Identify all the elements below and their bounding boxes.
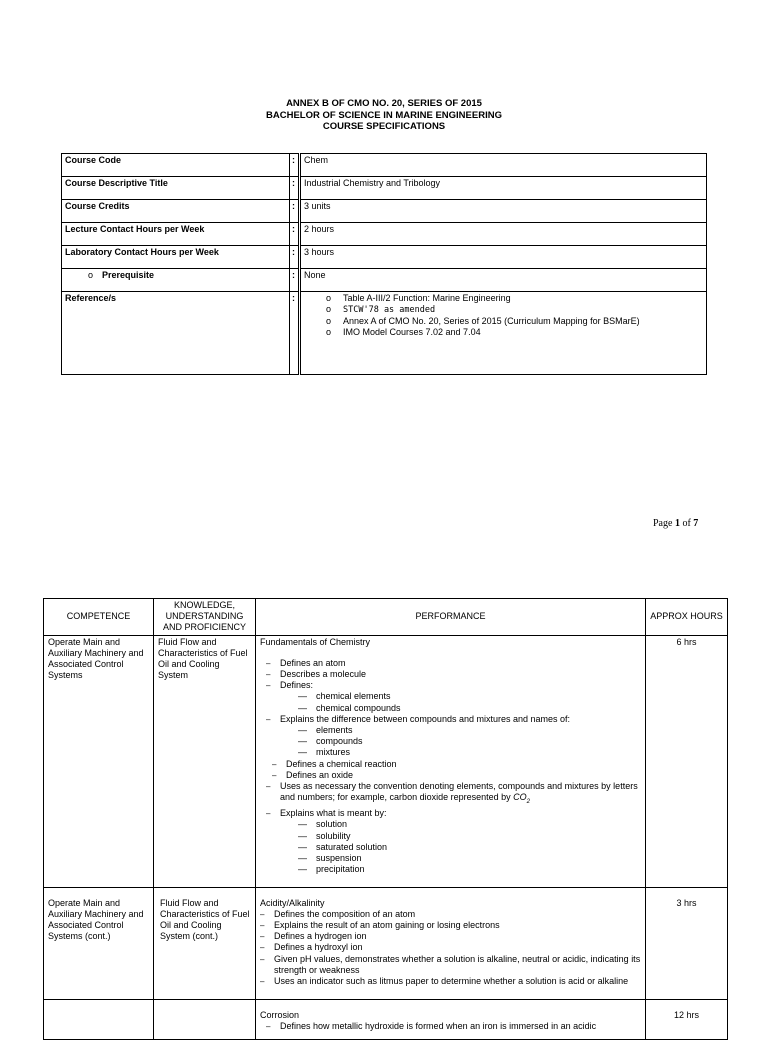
list-item: – Defines a hydroxyl ion	[260, 942, 641, 953]
table-header-row	[44, 599, 728, 636]
sub-list-item: — compounds	[298, 736, 641, 747]
list-item: – Defines how metallic hydroxide is formed when an iron is immersed in an acidic	[266, 1021, 641, 1032]
bullet-icon: o	[326, 293, 332, 303]
list-item: – Given pH values, demonstrates whether a solution is alkaline, neutral or acidic, indicating its strength or weakness	[260, 954, 641, 976]
hours-cell: 3 hrs	[646, 887, 728, 999]
spec-colon: :	[290, 177, 300, 200]
competence-table	[43, 598, 728, 1040]
spec-value: Chem	[300, 154, 707, 177]
spec-label-cell	[62, 269, 290, 292]
competence-cell	[44, 999, 154, 1039]
bullet-icon: o	[326, 316, 332, 326]
spec-colon: :	[290, 292, 300, 375]
table-row	[44, 635, 728, 887]
spec-label: Course Credits	[62, 200, 290, 223]
reference-text: Annex A of CMO No. 20, Series of 2015 (Curriculum Mapping for BSMarE)	[343, 316, 640, 326]
sub-list-item: — suspension	[298, 853, 641, 864]
list-item: – Describes a molecule	[266, 669, 641, 680]
document-header	[0, 98, 768, 133]
spec-colon: :	[290, 223, 300, 246]
spec-colon: :	[290, 154, 300, 177]
program-title: BACHELOR OF SCIENCE IN MARINE ENGINEERING	[266, 109, 502, 121]
reference-text: STCW'78 as amended	[343, 305, 436, 315]
list-item	[266, 808, 641, 875]
spec-row	[62, 154, 707, 177]
sub-list-item: — solubility	[298, 831, 641, 842]
spec-value: 3 hours	[300, 246, 707, 269]
competence-cell: Operate Main and Auxiliary Machinery and Associated Control Systems (cont.)	[44, 887, 154, 999]
spec-row	[62, 177, 707, 200]
topic-title: Corrosion	[260, 1009, 300, 1020]
header-competence: COMPETENCE	[44, 599, 154, 636]
bullet-icon: o	[326, 327, 332, 337]
header-hours: APPROX HOURS	[646, 599, 728, 636]
sub-list-item: — saturated solution	[298, 842, 641, 853]
reference-text: IMO Model Courses 7.02 and 7.04	[343, 327, 481, 337]
performance-list	[260, 1021, 641, 1032]
list-item: – Defines the composition of an atom	[260, 909, 641, 920]
performance-cell	[256, 999, 646, 1039]
spec-colon: :	[290, 200, 300, 223]
course-spec-table	[61, 153, 707, 375]
page-prefix: Page	[653, 518, 675, 529]
spec-value: None	[300, 269, 707, 292]
list-item: – Defines an oxide	[266, 770, 641, 781]
list-item	[266, 781, 641, 808]
page-number	[653, 518, 698, 529]
formula-subscript: 2	[526, 799, 530, 806]
list-item: – Explains the result of an atom gaining or losing electrons	[260, 920, 641, 931]
header-performance: PERFORMANCE	[256, 599, 646, 636]
spec-value: 2 hours	[300, 223, 707, 246]
list-item-text: Explains the difference between compounds and mixtures and names of:	[280, 713, 571, 724]
sub-list	[280, 691, 641, 713]
list-item: – Uses an indicator such as litmus paper to determine whether a solution is acid or alkaline	[260, 976, 641, 987]
bullet-icon: o	[88, 270, 94, 280]
reference-item	[326, 293, 703, 304]
list-item	[266, 714, 641, 759]
knowledge-cell: Fluid Flow and Characteristics of Fuel Oil and Cooling System (cont.)	[154, 887, 256, 999]
topic-title: Fundamentals of Chemistry	[260, 636, 371, 647]
knowledge-cell: Fluid Flow and Characteristics of Fuel Oil and Cooling System	[154, 635, 256, 887]
bullet-icon: o	[326, 304, 332, 314]
spec-row	[62, 223, 707, 246]
list-item-text: Defines:	[280, 680, 314, 691]
spec-value: 3 units	[300, 200, 707, 223]
hours-cell: 6 hrs	[646, 635, 728, 887]
sub-list	[280, 819, 641, 875]
co2-formula	[513, 792, 530, 806]
spec-row-references	[62, 292, 707, 375]
reference-text: Table A-III/2 Function: Marine Engineering	[343, 293, 511, 303]
spec-row	[62, 200, 707, 223]
spec-row	[62, 246, 707, 269]
competence-cell: Operate Main and Auxiliary Machinery and Associated Control Systems	[44, 635, 154, 887]
formula-base: CO	[513, 792, 527, 803]
page-of: of	[679, 518, 694, 529]
spec-colon: :	[290, 246, 300, 269]
list-item-text: Uses as necessary the convention denoting elements, compounds and mixtures by letters and numbers; for example, carbon dioxide represented by	[280, 781, 638, 803]
performance-cell	[256, 887, 646, 999]
reference-item	[326, 327, 703, 338]
page-current: 1	[674, 518, 680, 529]
hours-cell: 12 hrs	[646, 999, 728, 1039]
header-knowledge: KNOWLEDGE, UNDERSTANDING AND PROFICIENCY	[154, 599, 256, 636]
spec-label: Lecture Contact Hours per Week	[62, 223, 290, 246]
reference-item	[326, 316, 703, 327]
references-list	[304, 293, 703, 338]
performance-cell	[256, 635, 646, 887]
sub-list	[280, 725, 641, 759]
list-item: – Defines a chemical reaction	[266, 759, 641, 770]
sub-list-item: — mixtures	[298, 747, 641, 758]
spec-colon: :	[290, 269, 300, 292]
spec-label: Prerequisite	[102, 270, 155, 280]
spec-label: Course Descriptive Title	[62, 177, 290, 200]
list-item	[266, 680, 641, 714]
performance-list	[260, 909, 641, 987]
page-total: 7	[693, 518, 699, 529]
spec-value: Industrial Chemistry and Tribology	[300, 177, 707, 200]
performance-list	[260, 658, 641, 876]
spec-row	[62, 269, 707, 292]
spec-label: Laboratory Contact Hours per Week	[62, 246, 290, 269]
sub-list-item: — precipitation	[298, 864, 641, 875]
list-item: – Defines a hydrogen ion	[260, 931, 641, 942]
spec-label: Course Code	[62, 154, 290, 177]
table-row	[44, 887, 728, 999]
references-cell	[300, 292, 707, 375]
sub-list-item: — chemical elements	[298, 691, 641, 702]
spec-label: Reference/s	[62, 292, 290, 375]
knowledge-cell	[154, 999, 256, 1039]
sub-list-item: — elements	[298, 725, 641, 736]
annex-title: ANNEX B OF CMO NO. 20, SERIES OF 2015	[286, 98, 482, 109]
list-item: – Defines an atom	[266, 658, 641, 669]
table-row	[44, 999, 728, 1039]
reference-item	[326, 304, 703, 316]
sub-list-item: — chemical compounds	[298, 703, 641, 714]
topic-title: Acidity/Alkalinity	[260, 897, 325, 908]
course-spec-title: COURSE SPECIFICATIONS	[322, 121, 446, 132]
sub-list-item: — solution	[298, 819, 641, 830]
list-item-text: Explains what is meant by:	[280, 808, 387, 819]
